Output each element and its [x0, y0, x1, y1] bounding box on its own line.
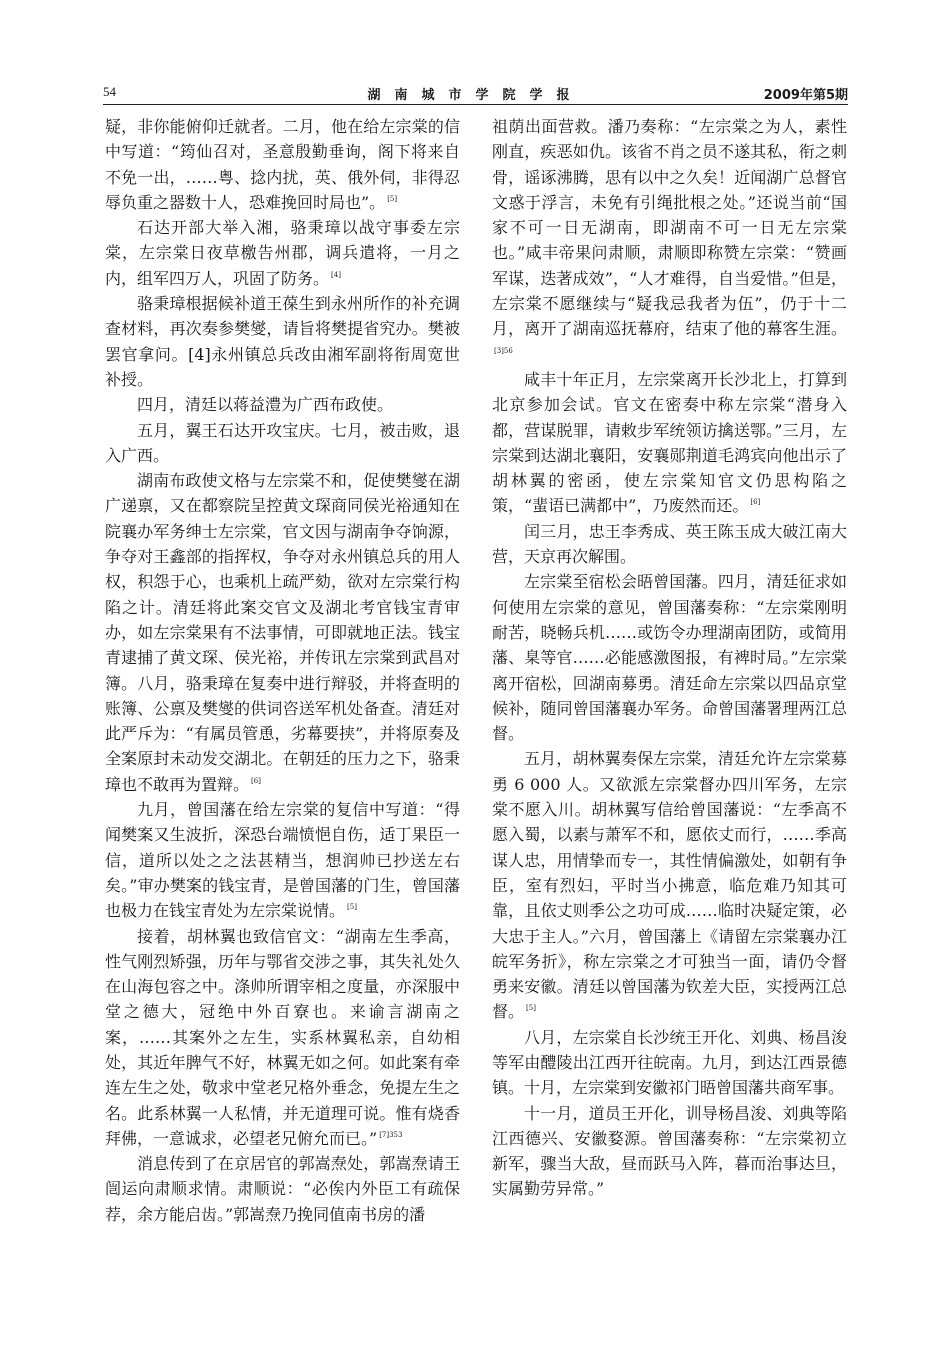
issue-label: 2009年第5期: [763, 88, 848, 103]
paragraph: 五月，翼王石达开攻宝庆。七月，被击败，退入广西。: [105, 420, 460, 465]
paragraph: 消息传到了在京居官的郭嵩焘处，郭嵩焘请王闿运向肃顺求情。肃顺说：“必俟内外臣工有疏保荐，余方能启齿。”郭嵩焘乃挽同值南书房的潘: [105, 1154, 460, 1224]
paragraph: 左宗棠至宿松会晤曾国藩。四月，清廷征求如何使用左宗棠的意见，曾国藩奏称：“左宗棠刚明耐苦，晓畅兵机……或饬令办理湖南团防，或简用藩、臬等官……必能感激图报，有裨时局。”左宗棠离开宿松，回湖南募勇。清廷命左宗棠以四品京堂候补，随同曾国藩襄办军务。命曾国藩署理两江总督。: [492, 572, 847, 744]
paragraph: 四月，清廷以蒋益澧为广西布政使。: [137, 395, 394, 415]
citation: [6]: [750, 498, 761, 507]
paragraph: 五月，胡林翼奏保左宗棠，清廷允许左宗棠募勇 6 000 人。又欲派左宗棠督办四川军务，左宗棠不愿入川。胡林翼写信给曾国藩说：“左季高不愿入蜀，以素与萧军不和，愿依丈而行，……季高谋人忠，用情挚而专一，其性情偏激处，如朝有争臣，室有烈妇，平时当小拂意，临危难乃知其可靠，且依丈则季公之功可成……临时决疑定策，必大忠于主人。”六月，曾国藩上《请留左宗棠襄办江皖军务折》，称左宗棠之才可独当一面，请仍令督勇来安徽。清廷以曾国藩为钦差大臣，实授两江总督。 [5]: [492, 749, 847, 1022]
paragraph: 八月，左宗棠自长沙统王开化、刘典、杨昌浚等军由醴陵出江西开往皖南。九月，到达江西景德镇。十月，左宗棠到安徽祁门晤曾国藩共商军事。: [492, 1027, 847, 1098]
citation: [7]353: [379, 1130, 403, 1139]
page-number: 54: [103, 84, 116, 99]
citation: [5]: [526, 1004, 536, 1013]
paragraph: 祖荫出面营救。潘乃奏称：“左宗棠之为人，素性刚直，疾恶如仇。该省不肖之员不遂其私，衔之刺骨，谣诼沸腾，思有以中之久矣！近闻湖广总督官文惑于浮言，未免有引绳批根之处。”还说当前“国家不可一日无湖南，即湖南不可一日无左宗棠也。”咸丰帝果问肃顺，肃顺即称赞左宗棠：“赞画军谋，迭著成效”，“人才难得，自当爱惜。”但是，左宗棠不愿继续与“疑我忌我者为伍”，仍于十二月，离开了湖南巡抚幕府，结束了他的幕客生涯。$^{[3]56}$: [492, 117, 847, 355]
paragraph: 接着，胡林翼也致信官文：“湖南左生季高，性气刚烈矫强，历年与鄂省交涉之事，其失礼处久在山海包容之中。涤帅所谓宰相之度量，亦深服中堂之德大，冠绝中外百寮也。来谕言湖南之案，……其案外之左生，实系林翼私亲，自幼相处，其近年脾气不好，林翼无如之何。如此案有牵连左生之处，敬求中堂老兄格外垂念，免提左生之名。此系林翼一人私情，并无道理可说。惟有烧香拜佛，一意诚求，必望老兄俯允而已。” $^{[7]353}$: [105, 926, 460, 1148]
paragraph: 骆秉璋根据候补道王葆生到永州所作的补充调查材料，再次奏参樊燮，请旨将樊提省究办。樊被罢官拿问。[4]永州镇总兵改由湘军副将衔周宽世补授。: [105, 294, 460, 389]
right-column: [492, 114, 847, 1202]
citation: [4]: [331, 270, 341, 279]
citation: [5]: [347, 903, 357, 912]
left-column: [105, 114, 460, 1227]
paragraph: 湖南布政使文格与左宗棠不和，促使樊燮在湖广递禀，又在都察院呈控黄文琛商同侯光裕通知在院襄办军务绅士左宗棠，官文因与湖南争夺饷源，争夺对王鑫部的指挥权，争夺对永州镇总兵的用人权，积怨于心，也乘机上疏严劾，欲对左宗棠行构陷之计。清廷将此案交官文及湖北考官钱宝青审办，如左宗棠果有不法事情，可即就地正法。钱宝青逮捕了黄文琛、侯光裕，并传讯左宗棠到武昌对簿。八月，骆秉璋在复奏中进行辩驳，并将查明的账簿、公禀及樊燮的供词咨送军机处备查。清廷对此严斥为：“有属员管恿，劣幕要挟”，并将原奏及全案原封未动发交湖北。在朝廷的压力之下，骆秉璋也不敢再为置辩。 [6]: [105, 471, 460, 794]
citation: [3]56: [494, 346, 513, 355]
page-header: [103, 84, 848, 105]
paragraph: 咸丰十年正月，左宗棠离开长沙北上，打算到北京参加会试。官文在密奏中称左宗棠“潜身入都，营谋脱罪，请敕步军统领访擒送鄂。”三月，左宗棠到达湖北襄阳，安襄郧荆道毛鸿宾向他出示了胡林翼的密函，使左宗棠知官文仍思构陷之策，“蜚语已满都中”，乃废然而还。 [6]: [492, 369, 847, 516]
paragraph: 闰三月，忠王李秀成、英王陈玉成大破江南大营，天京再次解围。: [492, 521, 847, 567]
paragraph: 石达开部大举入湘，骆秉璋以战守事委左宗棠，左宗棠日夜草檄告州郡，调兵遣将，一月之内，组军四万人，巩固了防务。 [4]: [105, 218, 460, 288]
citation: [5]: [387, 194, 398, 203]
paragraph: 疑，非你能俯仰迁就者。二月，他在给左宗棠的信中写道：“筠仙召对，圣意殷勤垂询，阁下将来自不免一出，……粤、捻内扰，英、俄外伺，非得忍辱负重之器数十人，恐难挽回时局也”。 [5]: [105, 117, 460, 212]
paragraph: 十一月，道员王开化，训导杨昌浚、刘典等陷江西德兴、安徽婺源。曾国藩奏称：“左宗棠初立新军，骤当大敌，昼而跃马入阵，暮而治事达旦，实属勤劳异常。”: [492, 1103, 847, 1199]
citation: [6]: [251, 776, 261, 785]
journal-title: 湖南城市学院学报: [367, 88, 584, 103]
paragraph: 九月，曾国藩在给左宗棠的复信中写道：“得闻樊案又生波折，深恐台端愤悒自伤，适丁果臣一信，道所以处之之法甚精当，想润帅已抄送左右矣。”审办樊案的钱宝青，是曾国藩的门生，曾国藩也极力在钱宝青处为左宗棠说情。 [5]: [105, 800, 460, 921]
